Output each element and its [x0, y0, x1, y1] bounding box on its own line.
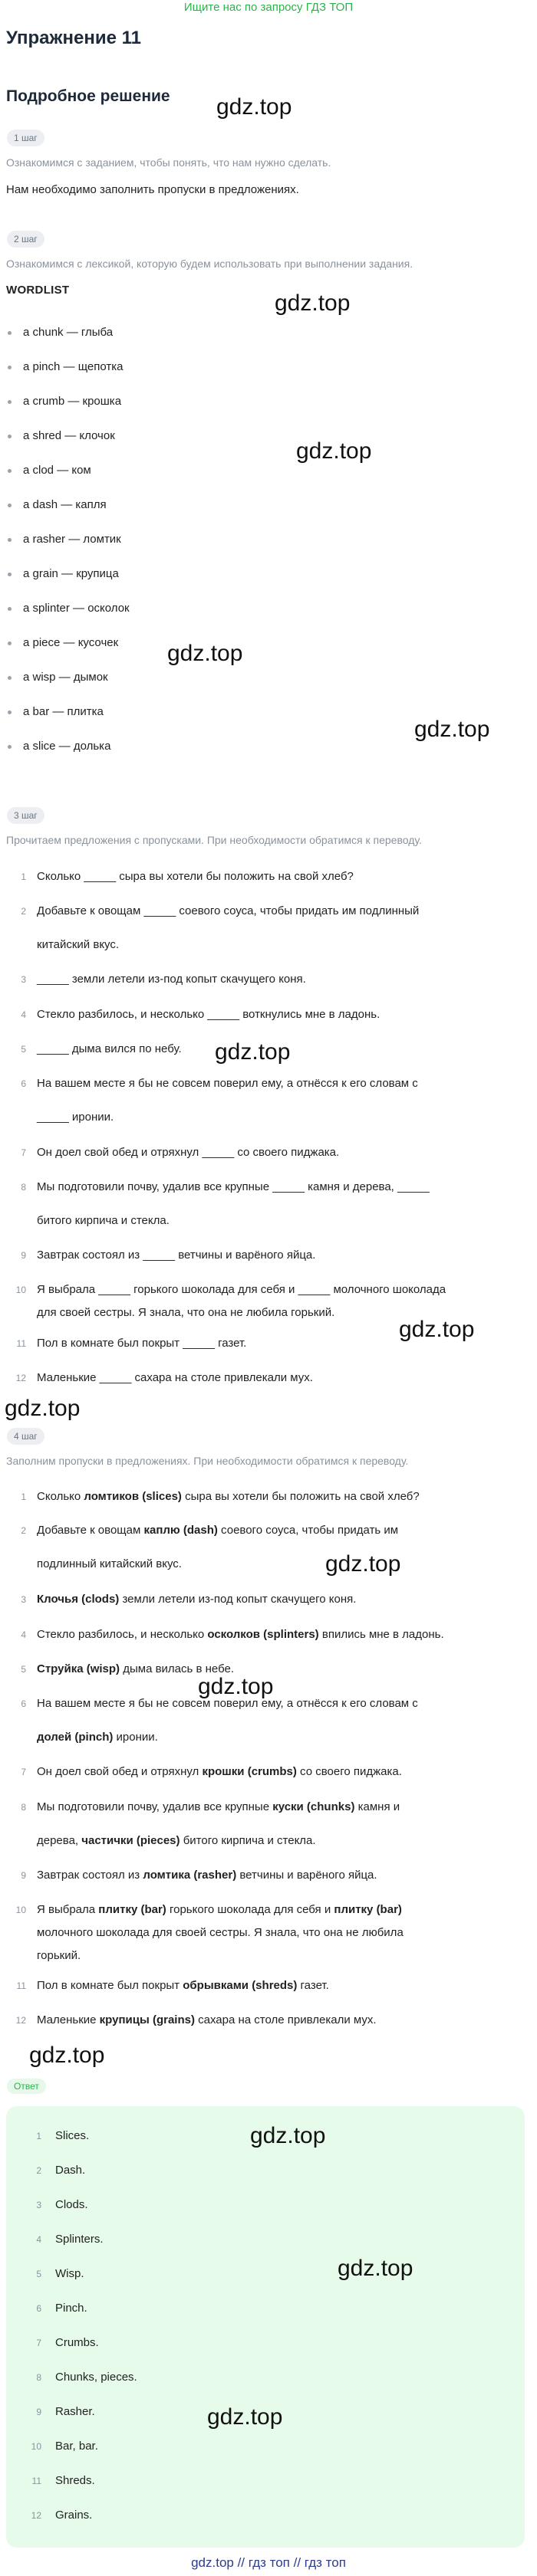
step-intro: Ознакомимся с заданием, чтобы понять, что нам нужно сделать. [6, 156, 331, 169]
list-item: a slice — долька [23, 740, 110, 753]
bullet-icon [8, 469, 12, 473]
row-number: 2 [21, 906, 26, 917]
row-number: 8 [21, 1802, 26, 1813]
watermark: gdz.top [275, 290, 351, 316]
bullet-icon [8, 710, 12, 714]
row-text: Мы подготовили почву, удалив все крупные куски (chunks) камня и дерева, частички (pieces) битого кирпича и стекла. [37, 1800, 400, 1847]
row-text: Стекло разбилось, и несколько осколков (splinters) впились мне в ладонь. [37, 1628, 444, 1641]
wordlist-title: WORDLIST [6, 284, 70, 297]
row-text: Мы подготовили почву, удалив все крупные _____ камня и дерева, _____ битого кирпича и стекла. [37, 1180, 430, 1227]
step-badge: 4 шаг [7, 1428, 44, 1445]
row-text: Он доел свой обед и отряхнул _____ со своего пиджака. [37, 1146, 340, 1159]
watermark: gdz.top [250, 2123, 326, 2148]
page-title: Упражнение 11 [6, 28, 142, 48]
watermark: gdz.top [5, 1396, 81, 1421]
row-text: Пол в комнате был покрыт обрывками (shreds) газет. [37, 1979, 329, 1992]
row-number: 1 [21, 1491, 26, 1502]
watermark: gdz.top [167, 641, 243, 666]
bullet-icon [8, 538, 12, 542]
step-text: Нам необходимо заполнить пропуски в предложениях. [6, 183, 299, 196]
row-text: Сколько _____ сыра вы хотели бы положить на свой хлеб? [37, 870, 354, 883]
bullet-icon [8, 435, 12, 438]
row-number: 11 [16, 1338, 26, 1349]
row-number: 3 [21, 1594, 26, 1605]
row-text: Добавьте к овощам _____ соевого соуса, чтобы придать им подлинный китайский вкус. [37, 904, 420, 951]
list-item: a grain — крупица [23, 567, 119, 580]
step-intro: Заполним пропуски в предложениях. При необходимости обратимся к переводу. [6, 1455, 409, 1467]
row-text: Маленькие _____ сахара на столе привлекали мух. [37, 1371, 313, 1384]
row-number: 4 [21, 1629, 26, 1640]
row-number: 4 [21, 1009, 26, 1020]
bullet-icon [8, 366, 12, 369]
row-text: _____ дыма вился по небу. [37, 1042, 182, 1055]
watermark: gdz.top [338, 2256, 413, 2281]
watermark: gdz.top [296, 438, 372, 464]
list-item: a crumb — крошка [23, 395, 121, 408]
row-text: _____ земли летели из-под копыт скачущего коня. [37, 973, 306, 986]
row-number: 12 [15, 1373, 26, 1383]
bullet-icon [8, 573, 12, 576]
list-item: a bar — плитка [23, 705, 104, 718]
bullet-icon [8, 676, 12, 680]
row-number: 2 [21, 1525, 26, 1536]
step-badge: 3 шаг [7, 807, 44, 824]
row-number: 7 [21, 1147, 26, 1158]
row-number: 8 [21, 1182, 26, 1193]
watermark: gdz.top [325, 1551, 401, 1577]
list-item: a pinch — щепотка [23, 360, 123, 373]
row-number: 9 [21, 1870, 26, 1881]
row-number: 12 [15, 2015, 26, 2026]
bullet-icon [8, 331, 12, 335]
watermark: gdz.top [399, 1317, 475, 1342]
row-text: Он доел свой обед и отряхнул крошки (crumbs) со своего пиджака. [37, 1765, 402, 1778]
list-item: a shred — клочок [23, 429, 115, 442]
watermark: gdz.top [198, 1674, 274, 1699]
row-number: 6 [21, 1078, 26, 1089]
list-item: a rasher — ломтик [23, 533, 121, 546]
row-number: 5 [21, 1044, 26, 1055]
answer-badge: Ответ [7, 2079, 46, 2094]
row-text: Завтрак состоял из _____ ветчины и варёного яйца. [37, 1249, 316, 1262]
watermark: gdz.top [215, 1039, 291, 1065]
bullet-icon [8, 504, 12, 507]
bullet-icon [8, 642, 12, 645]
step-badge: 1 шаг [7, 130, 44, 146]
row-text: Стекло разбилось, и несколько _____ воткнулись мне в ладонь. [37, 1008, 381, 1021]
watermark: gdz.top [216, 94, 292, 120]
step-intro: Прочитаем предложения с пропусками. При необходимости обратимся к переводу. [6, 834, 422, 846]
row-number: 1 [21, 871, 26, 882]
list-item: a dash — капля [23, 498, 107, 511]
watermark: gdz.top [207, 2404, 283, 2430]
list-item: a piece — кусочек [23, 636, 118, 649]
footer-links[interactable]: gdz.top // гдз топ // гдз топ [191, 2555, 346, 2570]
row-number: 10 [15, 1285, 26, 1295]
list-item: a clod — ком [23, 464, 91, 477]
section-title: Подробное решение [6, 87, 170, 105]
watermark: gdz.top [29, 2043, 105, 2068]
row-number: 9 [21, 1250, 26, 1261]
row-text: Клочья (clods) земли летели из-под копыт скачущего коня. [37, 1593, 357, 1606]
row-text: Маленькие крупицы (grains) сахара на столе привлекали мух. [37, 2013, 377, 2026]
row-text: Завтрак состоял из ломтика (rasher) ветчины и варёного яйца. [37, 1869, 377, 1882]
row-number: 11 [16, 1980, 26, 1991]
bullet-icon [8, 400, 12, 404]
row-text: Струйка (wisp) дыма вилась в небе. [37, 1662, 235, 1675]
row-number: 7 [21, 1767, 26, 1777]
watermark: gdz.top [414, 717, 490, 742]
step-badge: 2 шаг [7, 231, 44, 248]
row-number: 3 [21, 974, 26, 985]
row-text: На вашем месте я бы не совсем поверил ему, а отнёсся к его словам с _____ иронии. [37, 1077, 418, 1124]
row-number: 10 [15, 1905, 26, 1915]
list-item: a wisp — дымок [23, 671, 108, 684]
row-text: Я выбрала _____ горького шоколада для себя и _____ молочного шоколада для своей сестры. Я знала, что она не любила горький. [37, 1283, 446, 1319]
bullet-icon [8, 745, 12, 749]
row-number: 5 [21, 1664, 26, 1675]
row-text: Добавьте к овощам каплю (dash) соевого соуса, чтобы придать им подлинный китайский вкус. [37, 1524, 399, 1570]
row-text: Сколько ломтиков (slices) сыра вы хотели бы положить на свой хлеб? [37, 1490, 420, 1503]
list-item: a chunk — глыба [23, 326, 113, 339]
row-number: 6 [21, 1698, 26, 1709]
step-intro: Ознакомимся с лексикой, которую будем использовать при выполнении задания. [6, 258, 413, 270]
list-item: a splinter — осколок [23, 602, 130, 615]
row-text: Пол в комнате был покрыт _____ газет. [37, 1337, 247, 1350]
row-text: Я выбрала плитку (bar) горького шоколада для себя и плитку (bar) молочного шоколада для своей сестры. Я знала, что она не любила горький. [37, 1903, 404, 1962]
bullet-icon [8, 607, 12, 611]
row-text: На вашем месте я бы не совсем поверил ему, а отнёсся к его словам с долей (pinch) иронии. [37, 1697, 418, 1744]
top-banner: Ищите нас по запросу ГДЗ ТОП [183, 1, 354, 14]
